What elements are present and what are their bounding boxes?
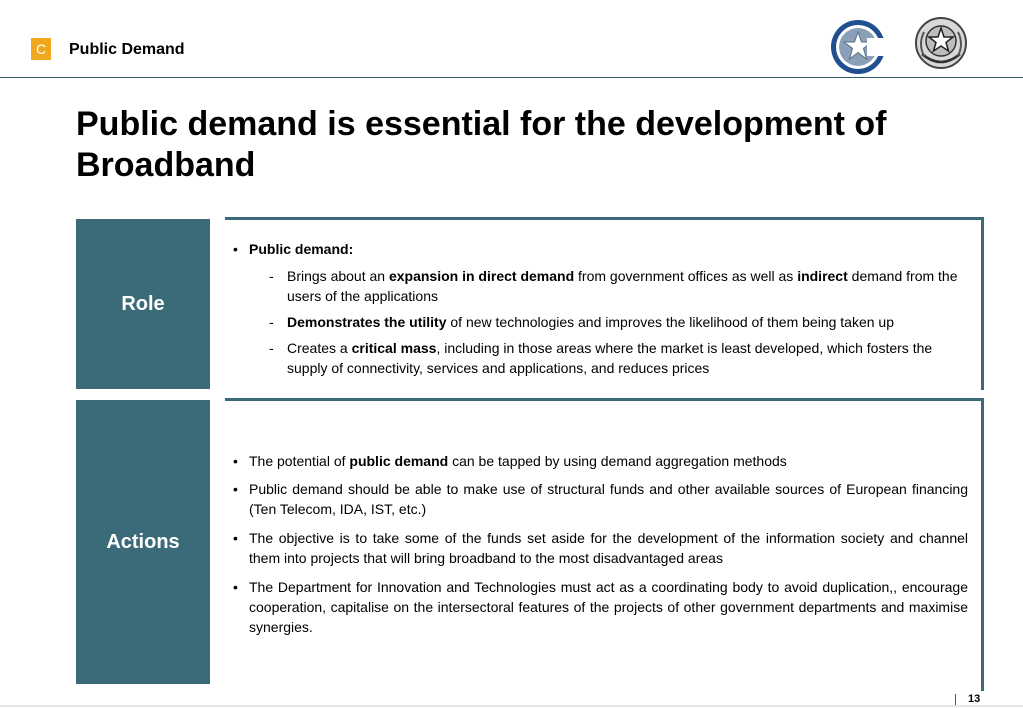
bullet-icon: •	[233, 241, 238, 257]
role-item	[269, 312, 979, 332]
role-item-emphasis: critical mass	[351, 340, 437, 356]
bullet-icon: •	[233, 579, 238, 595]
actions-item-text: Public demand should be able to make use of structural funds and other available sources of European financing (Ten Telecom, IDA, IST, etc.)	[249, 481, 968, 517]
government-emblem-icon	[829, 18, 887, 76]
section-badge: C	[31, 38, 51, 60]
actions-item-text: can be tapped by using demand aggregation methods	[448, 453, 787, 469]
actions-item	[233, 577, 968, 637]
dash-icon: -	[269, 314, 274, 330]
role-item-text: Brings about an	[287, 268, 389, 284]
section-title: Public Demand	[69, 41, 185, 58]
italian-republic-emblem-icon	[912, 14, 970, 72]
bullet-icon: •	[233, 481, 238, 497]
role-label-box	[76, 219, 210, 389]
role-item-text: from government offices as well as	[574, 268, 798, 284]
role-label: Role	[121, 292, 165, 315]
role-item	[269, 338, 973, 378]
actions-label-box	[76, 400, 210, 684]
actions-item-text: The Department for Innovation and Technologies must act as a coordinating body to avoid duplication,, encourage cooperation, capitalise on the intersectoral features of the projects of other government departments and maximise synergies.	[249, 579, 968, 635]
role-item-text: of new technologies and improves the likelihood of them being taken up	[446, 314, 894, 330]
actions-item-text: The potential of	[249, 453, 350, 469]
actions-item-text: The objective is to take some of the funds set aside for the development of the information society and channel them into projects that will bring broadband to the most disadvantaged areas	[249, 530, 968, 566]
actions-item	[233, 479, 968, 519]
role-item-emphasis: Demonstrates the utility	[287, 314, 447, 330]
actions-item-emphasis: public demand	[349, 453, 449, 469]
role-heading-item	[233, 239, 973, 259]
role-item-text: , including in those areas where the market is least developed, which fosters the supply of connectivity, services and applications, and reduces prices	[287, 340, 933, 376]
dash-icon: -	[269, 340, 274, 356]
dash-icon: -	[269, 268, 274, 284]
actions-item	[233, 451, 968, 471]
role-item-emphasis: indirect	[797, 268, 848, 284]
bullet-icon: •	[233, 530, 238, 546]
slide-title: Public demand is essential for the development of Broadband	[76, 105, 887, 184]
header-divider	[0, 77, 1023, 78]
role-item-text: demand from the users of the applications	[287, 268, 958, 304]
role-item	[269, 266, 973, 306]
role-heading: Public demand:	[249, 241, 354, 257]
page-number: 13	[968, 693, 981, 705]
actions-item	[233, 528, 968, 568]
role-item-emphasis: expansion in direct demand	[388, 268, 575, 284]
footer-divider	[0, 705, 1023, 707]
role-item-text: Creates a	[287, 340, 352, 356]
actions-label: Actions	[106, 530, 180, 553]
bullet-icon: •	[233, 453, 238, 469]
